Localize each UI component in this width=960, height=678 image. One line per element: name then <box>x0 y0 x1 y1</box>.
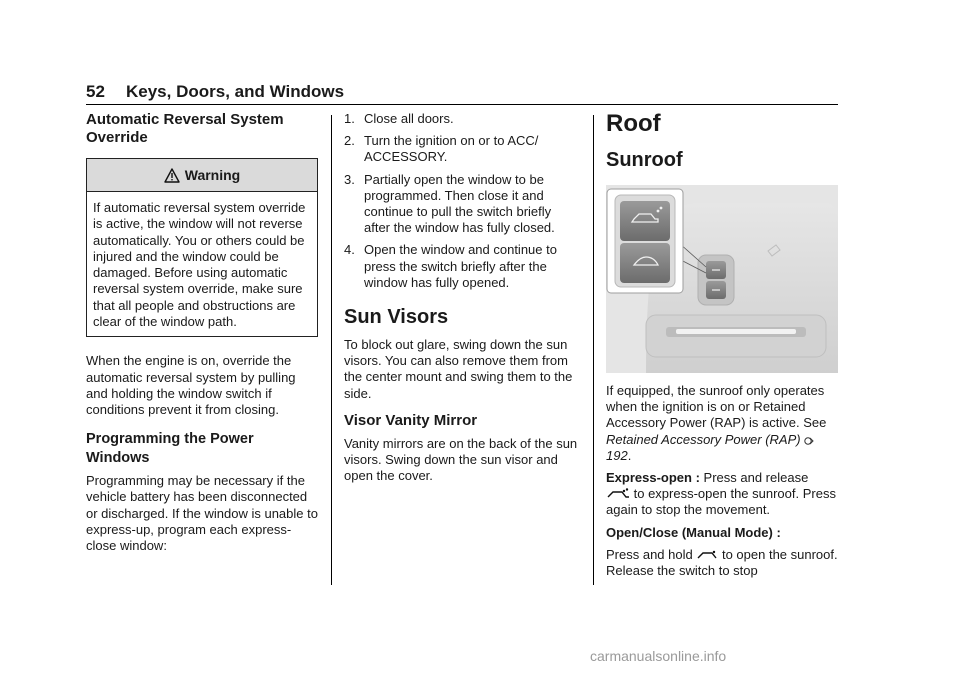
sunroof-console-drawing <box>606 185 838 373</box>
press-hold-text: Press and hold to open the sunroof. Release the switch to stop <box>606 546 838 579</box>
sunroof-heading: Sunroof <box>606 149 683 171</box>
programming-paragraph: Programming may be necessary if the vehicle battery has been disconnected or discharged. If the window is unable to express-up, program each express-close window: <box>86 473 318 553</box>
column-2 <box>344 111 580 490</box>
sun-visors-heading: Sun Visors <box>344 306 449 329</box>
programming-steps <box>344 111 580 291</box>
override-paragraph: When the engine is on, override the automatic reversal system by pulling and holding the window switch if conditions prevent it from closing. <box>86 353 296 417</box>
warning-title: Warning <box>184 167 241 183</box>
column-3 <box>606 111 838 585</box>
sunroof-intro: If equipped, the sunroof only operates when the ignition is on or Retained Accessory Power (RAP) is active. See Retained Accessory Power (RAP) 192. <box>606 383 827 463</box>
sunroof-open-icon <box>696 549 718 561</box>
sunroof-open-icon <box>606 488 630 500</box>
roof-heading: Roof <box>606 110 661 137</box>
rap-page-number[interactable]: 192 <box>606 447 628 463</box>
warning-box <box>86 158 318 337</box>
vanity-mirror-text: Vanity mirrors are on the back of the sun visors. Swing down the sun visor and open the cover. <box>344 435 578 484</box>
rap-reference[interactable]: Retained Accessory Power (RAP) <box>606 431 801 447</box>
sun-visors-text: To block out glare, swing down the sun visors. You can also remove them from the center mount and swing them to the side. <box>344 337 573 401</box>
open-close-label: Open/Close (Manual Mode) : <box>606 524 781 540</box>
warning-icon <box>164 168 180 183</box>
express-open-text: Express-open : Press and release to express-open the sunroof. Press again to stop the movement. <box>606 470 836 518</box>
programming-heading: Programming the Power Windows <box>86 431 254 466</box>
section-title: Keys, Doors, and Windows <box>126 82 345 101</box>
warning-header <box>87 159 317 192</box>
list-item: 2. Turn the ignition on or to ACC/ ACCESSORY. <box>344 133 539 165</box>
list-item: 1. Close all doors. <box>344 111 454 126</box>
override-heading: Automatic Reversal System Override <box>86 111 284 146</box>
column-divider-left <box>331 115 332 585</box>
page-number: 52 <box>86 82 105 101</box>
page-header <box>86 82 838 105</box>
column-divider-right <box>593 115 594 585</box>
list-item: 3. Partially open the window to be programmed. Then close it and continue to pull the switch briefly after the window has fully closed. <box>344 171 555 236</box>
express-open-label: Express-open : <box>606 470 700 486</box>
column-1 <box>86 111 318 560</box>
warning-text: If automatic reversal system override is active, the window will not reverse automatically. You or others could be injured and the window could be damaged. Before using automatic reversal system override, make sure that all people and obstructions are clear of the window path. <box>93 200 306 330</box>
page-reference-icon <box>804 436 814 446</box>
watermark: carmanualsonline.info <box>590 648 727 664</box>
vanity-mirror-heading: Visor Vanity Mirror <box>344 411 478 429</box>
sunroof-switch-illustration <box>606 185 838 373</box>
list-item: 4. Open the window and continue to press the switch briefly after the window has fully opened. <box>344 242 557 290</box>
